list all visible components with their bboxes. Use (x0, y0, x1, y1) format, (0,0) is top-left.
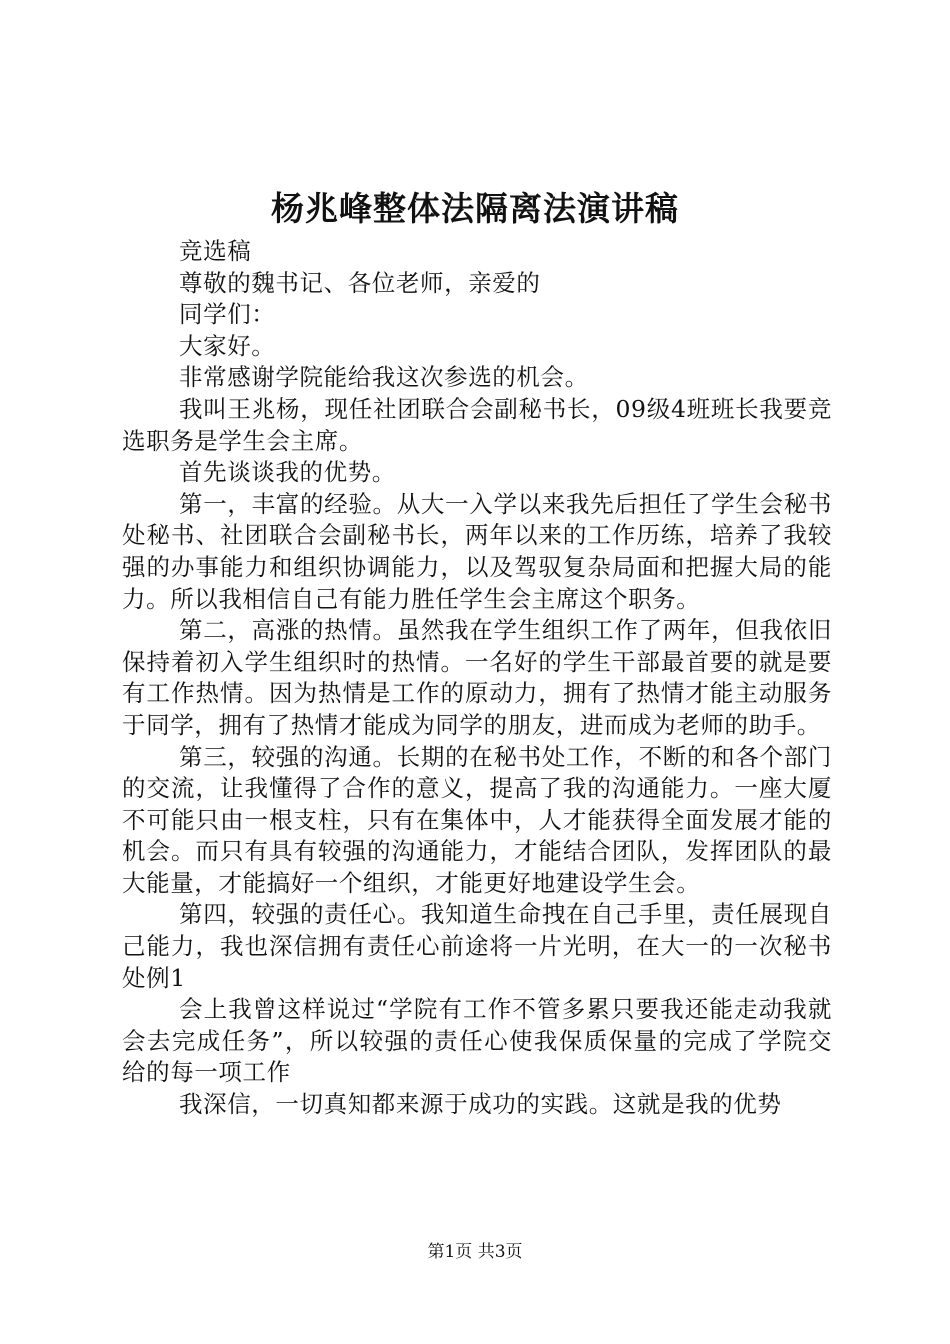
paragraph: 首先谈谈我的优势。 (179, 458, 396, 487)
paragraph: 会上我曾这样说过“学院有工作不管多累只要我还能走动我就会去完成任务”，所以较强的责任心使我保质保量的完成了学院交给的每一项工作 (122, 995, 832, 1087)
document-title: 杨兆峰整体法隔离法演讲稿 (271, 189, 679, 228)
paragraph: 大家好。 (179, 331, 276, 360)
paragraph: 第三，较强的沟通。长期的在秘书处工作，不断的和各个部门的交流，让我懂得了合作的意义，提高了我的沟通能力。一座大厦不可能只由一根支柱，只有在集体中，人才能获得全面发展才能的机会。而只有具有较强的沟通能力，才能结合团队，发挥团队的最大能量，才能搞好一个组织，才能更好地建设学生会。 (122, 742, 832, 897)
paragraph: 我叫王兆杨，现任社团联合会副秘书长，09级4班班长我要竞选职务是学生会主席。 (122, 394, 832, 455)
paragraph: 同学们： (179, 300, 276, 329)
paragraph: 尊敬的魏书记、各位老师，亲爱的 (179, 268, 541, 297)
paragraph: 第二，高涨的热情。虽然我在学生组织工作了两年，但我依旧保持着初入学生组织时的热情。一名好的学生干部最首要的就是要有工作热情。因为热情是工作的原动力，拥有了热情才能主动服务于同学，拥有了热情才能成为同学的朋友，进而成为老师的助手。 (122, 616, 832, 739)
page-footer: 第1页 共3页 (427, 1242, 523, 1262)
paragraph: 竞选稿 (179, 237, 252, 265)
paragraph: 我深信，一切真知都来源于成功的实践。这就是我的优势 (179, 1090, 782, 1119)
paragraph: 第四，较强的责任心。我知道生命拽在自己手里，责任展现自己能力，我也深信拥有责任心前途将一片光明，在大一的一次秘书处例1 (122, 900, 832, 992)
paragraph: 第一，丰富的经验。从大一入学以来我先后担任了学生会秘书处秘书、社团联合会副秘书长，两年以来的工作历练，培养了我较强的办事能力和组织协调能力，以及驾驭复杂局面和把握大局的能力。所以我相信自己有能力胜任学生会主席这个职务。 (122, 489, 832, 613)
paragraph: 非常感谢学院能给我这次参选的机会。 (179, 363, 589, 392)
document-body (122, 236, 832, 1121)
